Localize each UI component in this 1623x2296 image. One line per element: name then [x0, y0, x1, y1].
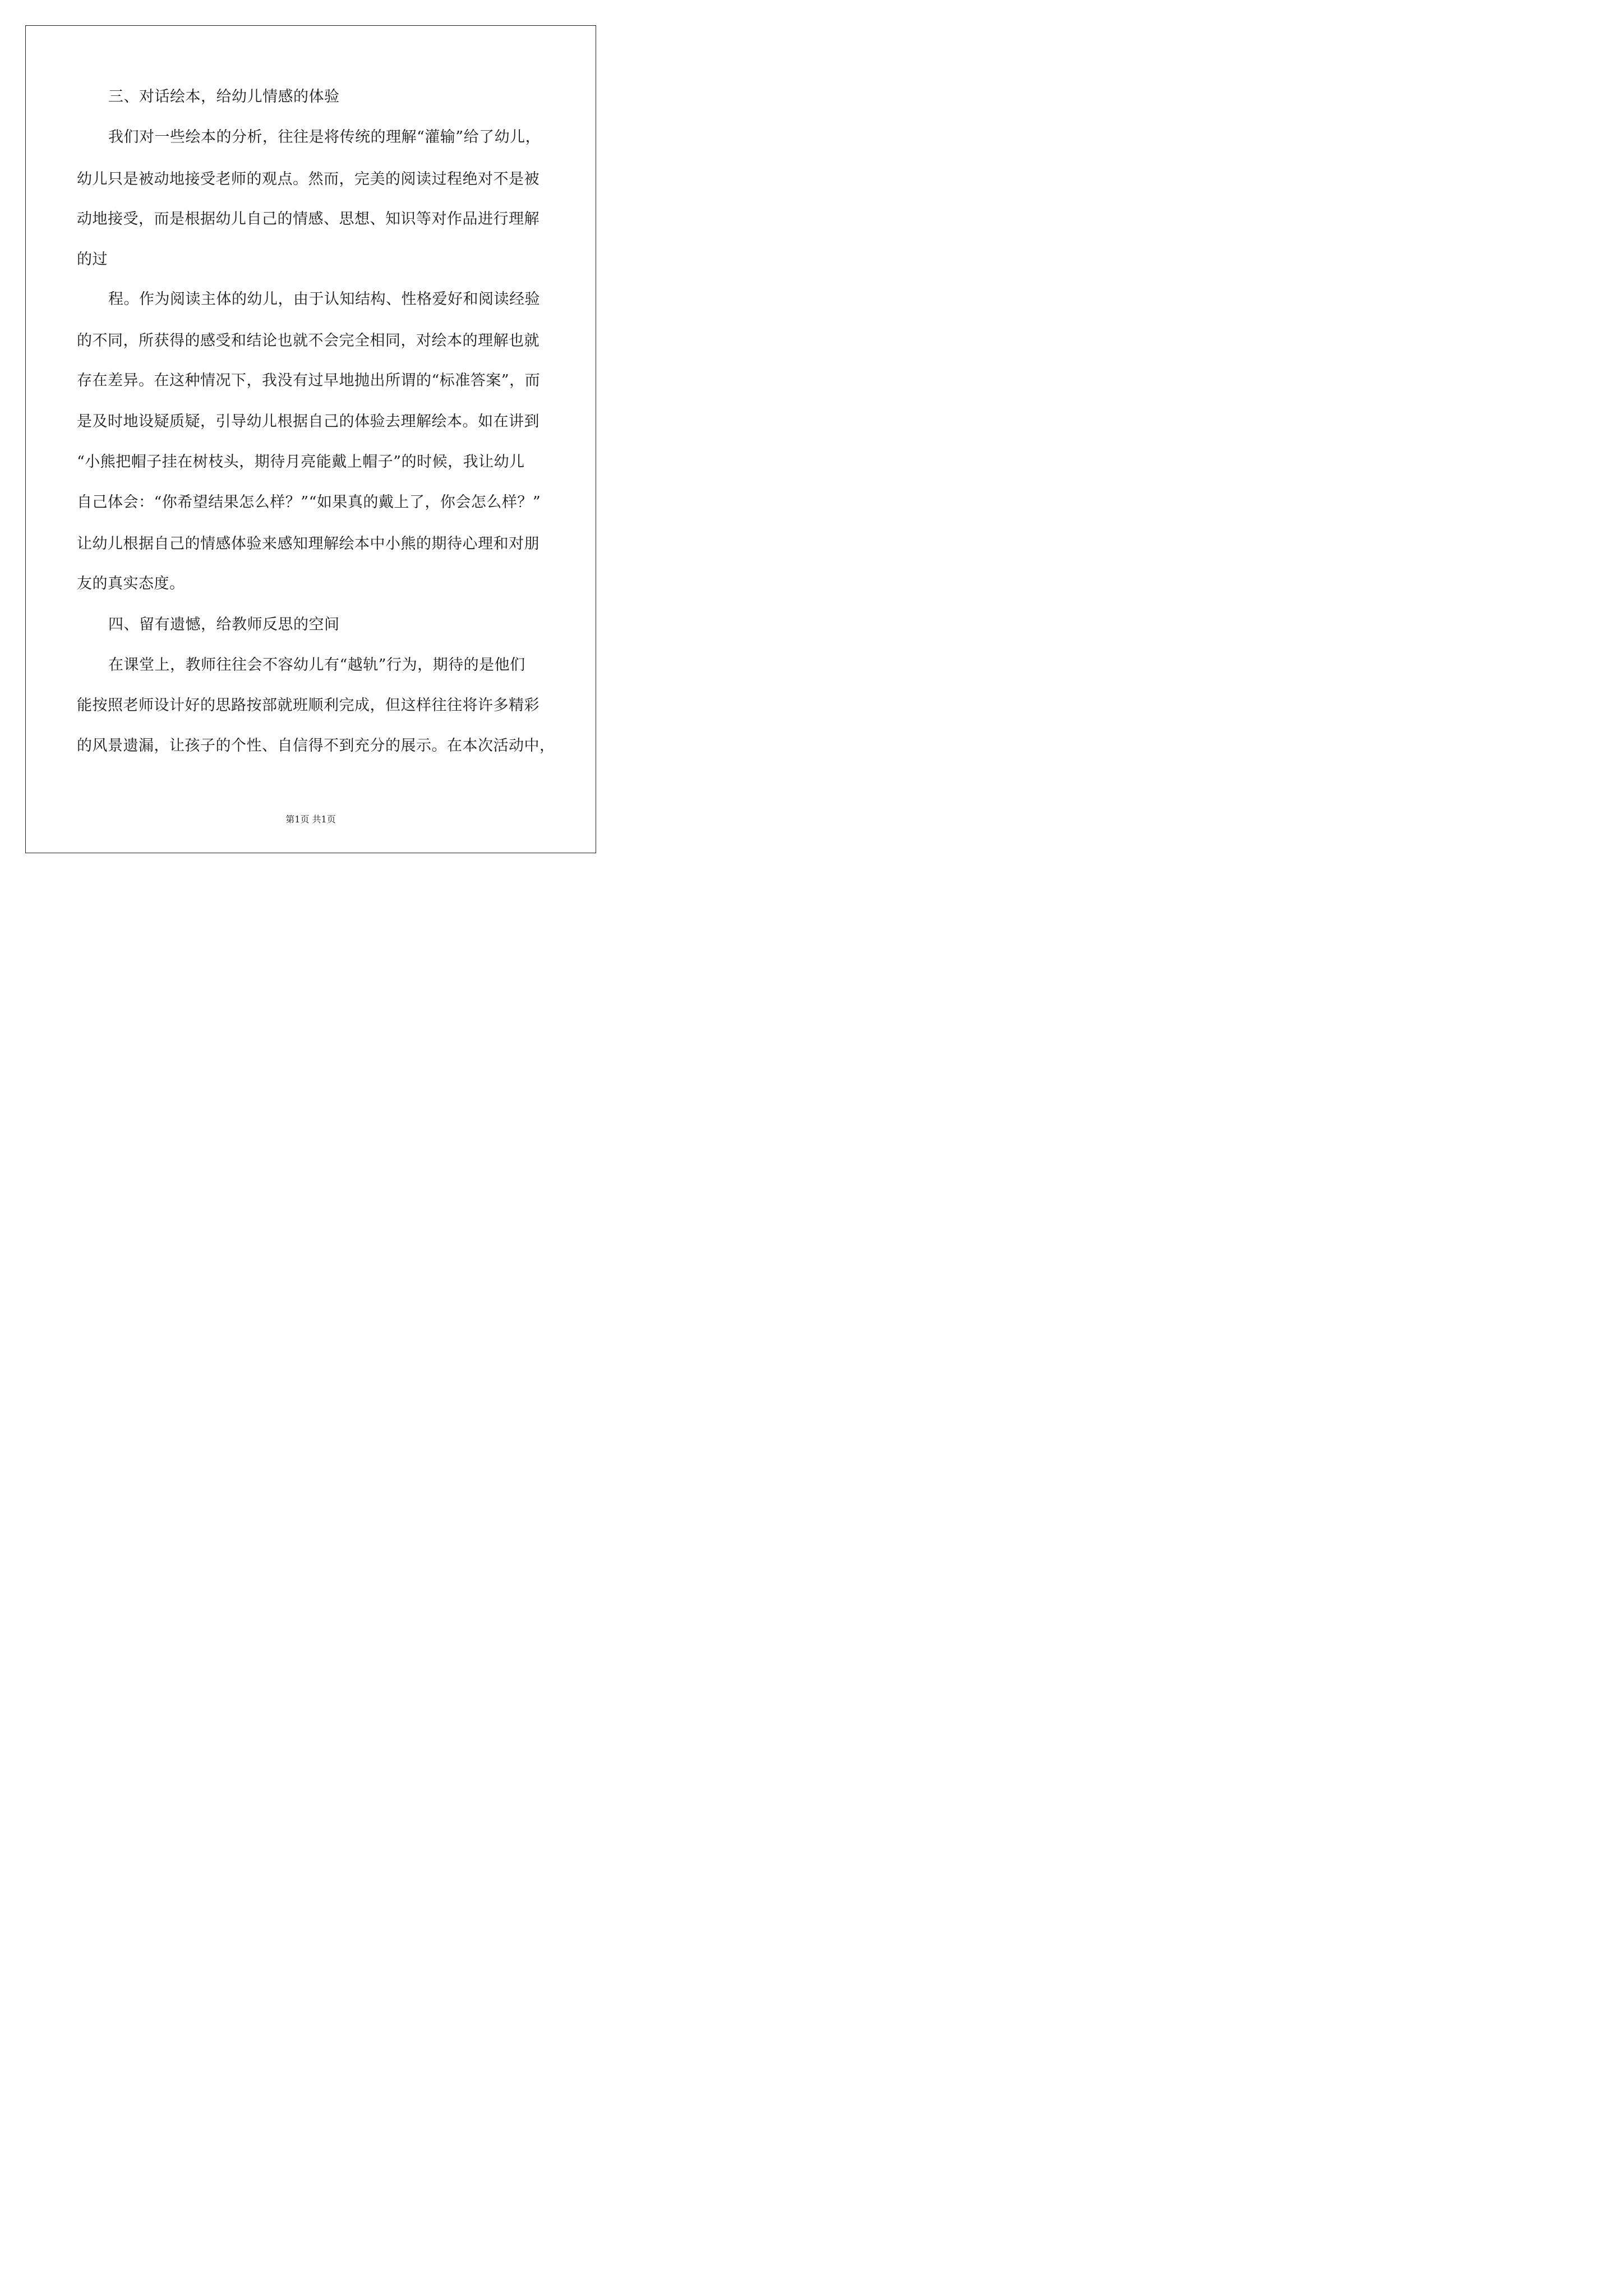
paragraph-line: 自己体会：“你希望结果怎么样？”“如果真的戴上了，你会怎么样？”: [77, 494, 541, 511]
paragraph-line: 我们对一些绘本的分析，往往是将传统的理解“灌输”给了幼儿，: [108, 128, 541, 146]
paragraph-line: 程。作为阅读主体的幼儿，由于认知结构、性格爱好和阅读经验: [108, 291, 540, 308]
paragraph-line: 存在差异。在这种情况下，我没有过早地抛出所谓的“标准答案”，而: [77, 372, 541, 389]
paragraph-line: 是及时地设疑质疑，引导幼儿根据自己的体验去理解绘本。如在讲到: [77, 413, 540, 430]
paragraph-line: 幼儿只是被动地接受老师的观点。然而，完美的阅读过程绝对不是被: [77, 171, 540, 188]
paragraph-line: 在课堂上，教师往往会不容幼儿有“越轨”行为，期待的是他们: [108, 656, 525, 674]
paragraph-line: 让幼儿根据自己的情感体验来感知理解绘本中小熊的期待心理和对朋: [77, 535, 540, 553]
section-heading-4: 四、留有遗憾，给教师反思的空间: [108, 616, 340, 633]
section-heading-3: 三、对话绘本，给幼儿情感的体验: [108, 88, 340, 105]
paragraph-line: 的不同，所获得的感受和结论也就不会完全相同，对绘本的理解也就: [77, 332, 540, 349]
paragraph-line: 动地接受，而是根据幼儿自己的情感、思想、知识等对作品进行理解: [77, 210, 540, 228]
page-number-footer: 第1页 共1页: [285, 814, 336, 825]
paragraph-line: 的风景遗漏，让孩子的个性、自信得不到充分的展示。在本次活动中，: [77, 737, 555, 754]
page-border: [25, 25, 596, 853]
paragraph-line: 能按照老师设计好的思路按部就班顺利完成，但这样往往将许多精彩: [77, 697, 540, 714]
paragraph-line: 友的真实态度。: [77, 575, 185, 592]
paragraph-line: 的过: [77, 251, 108, 268]
paragraph-line: “小熊把帽子挂在树枝头，期待月亮能戴上帽子”的时候，我让幼儿: [77, 453, 525, 471]
